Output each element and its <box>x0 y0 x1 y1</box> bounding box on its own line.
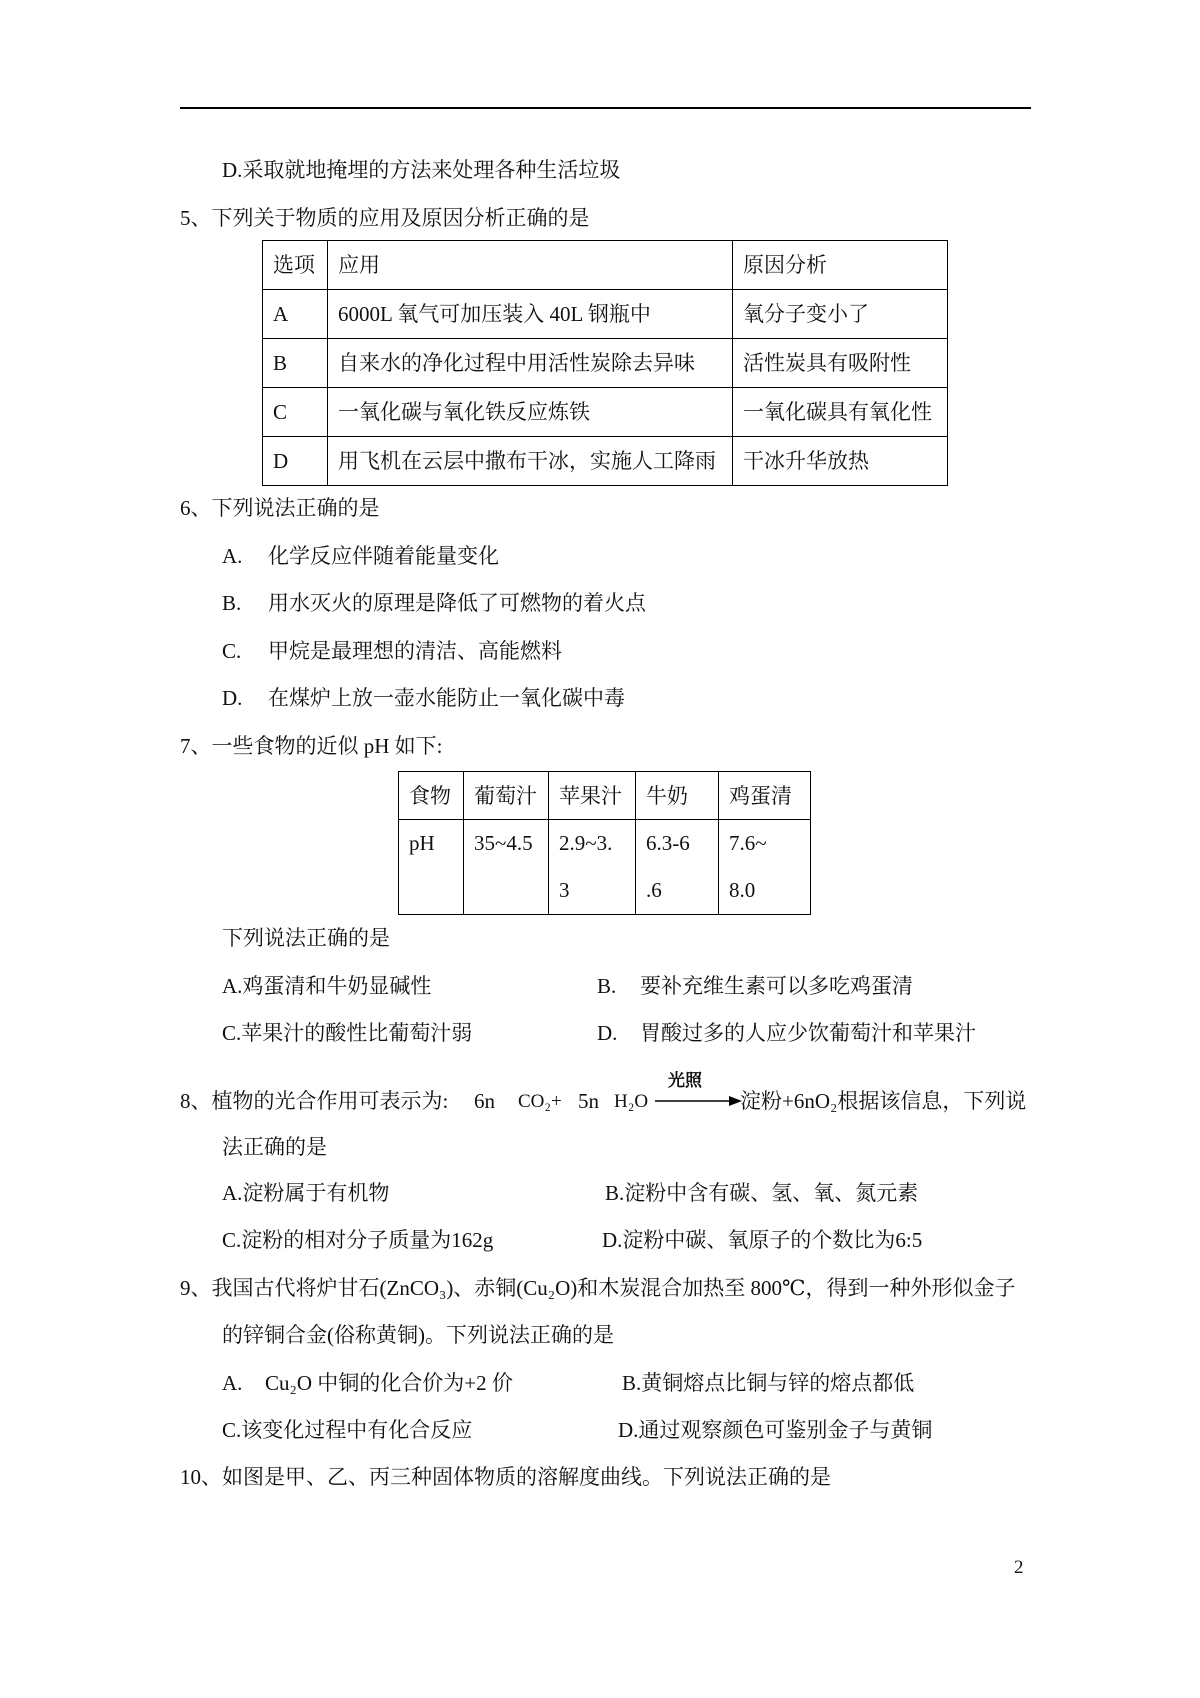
q6-option-c <box>222 638 562 664</box>
option-text: 用水灭火的原理是降低了可燃物的着火点 <box>268 591 646 615</box>
table-header-cell: 原因分析 <box>733 241 948 290</box>
option-label: B. <box>597 974 617 998</box>
option-label: A. <box>222 544 243 568</box>
option-text: 淀粉中含有碳、氢、氧、氮元素 <box>624 1181 919 1205</box>
q8-option-c <box>222 1227 493 1253</box>
table-cell: 2.9~3. 3 <box>549 820 636 915</box>
table-header-cell: 牛奶 <box>636 772 719 820</box>
option-text: 通过观察颜色可鉴别金子与黄铜 <box>638 1418 933 1442</box>
reaction-condition: 光照 <box>668 1071 702 1090</box>
option-text: 该变化过程中有化合反应 <box>241 1418 473 1442</box>
option-label: C. <box>222 1228 242 1252</box>
option-text: Cu₂O 中铜的化合价为+2 价 <box>265 1371 513 1395</box>
q8-stem-line2: 法正确的是 <box>222 1135 327 1159</box>
q8-option-b <box>605 1180 918 1206</box>
table-header-cell: 鸡蛋清 <box>719 772 811 820</box>
q4-option-d <box>222 157 620 183</box>
q5-table <box>262 240 948 486</box>
q8-reactant-1: CO₂+ <box>518 1091 562 1112</box>
option-text: 黄铜熔点比铜与锌的熔点都低 <box>641 1371 915 1395</box>
q6-option-a <box>222 543 499 569</box>
q9-stem-line1: 9、我国古代将炉甘石(ZnCO₃)、赤铜(Cu₂O)和木炭混合加热至 800℃，得到一种外形似金子 <box>180 1276 1016 1300</box>
option-label: B. <box>605 1181 625 1205</box>
q8-stem-tail <box>740 1088 1026 1114</box>
table-row <box>263 388 948 437</box>
option-label: B. <box>622 1371 642 1395</box>
option-text: 淀粉中碳、氧原子的个数比为6:5 <box>622 1228 923 1252</box>
option-label: A. <box>222 1181 243 1205</box>
option-text: 采取就地掩埋的方法来处理各种生活垃圾 <box>242 158 621 182</box>
header-rule <box>180 107 1031 109</box>
table-header-cell: 食物 <box>399 772 464 820</box>
option-text: 甲烷是最理想的清洁、高能燃料 <box>268 639 562 663</box>
table-cell: 自来水的净化过程中用活性炭除去异味 <box>328 339 733 388</box>
q9-option-c <box>222 1417 472 1443</box>
table-header-row <box>263 241 948 290</box>
q10-stem: 10、如图是甲、乙、丙三种固体物质的溶解度曲线。下列说法正确的是 <box>180 1465 831 1489</box>
option-label: B. <box>222 591 242 615</box>
option-text: 要补充维生素可以多吃鸡蛋清 <box>640 974 913 998</box>
table-row <box>263 339 948 388</box>
table-cell: C <box>263 388 328 437</box>
table-cell: 7.6~ 8.0 <box>719 820 811 915</box>
q6-option-b <box>222 590 646 616</box>
option-label: C. <box>222 1021 242 1045</box>
table-cell: 干冰升华放热 <box>733 437 948 486</box>
q7-option-d <box>597 1020 976 1046</box>
table-cell: 氧分子变小了 <box>733 290 948 339</box>
option-text: 化学反应伴随着能量变化 <box>268 544 499 568</box>
option-text: 淀粉的相对分子质量为162g <box>241 1228 494 1252</box>
option-text: 鸡蛋清和牛奶显碱性 <box>242 974 432 998</box>
q8-stem: 8、植物的光合作用可表示为: <box>180 1089 449 1113</box>
option-text: 苹果汁的酸性比葡萄汁弱 <box>241 1021 473 1045</box>
option-label: C. <box>222 1418 242 1442</box>
q8-option-d <box>602 1227 922 1253</box>
table-cell: A <box>263 290 328 339</box>
reaction-arrow-icon <box>655 1093 743 1109</box>
q8-option-a <box>222 1180 389 1206</box>
q7-option-b <box>597 973 913 999</box>
q7-prompt: 下列说法正确的是 <box>222 926 390 950</box>
q6-stem: 6、下列说法正确的是 <box>180 496 380 520</box>
table-cell: pH <box>399 820 464 915</box>
table-cell: 用飞机在云层中撒布干冰，实施人工降雨 <box>328 437 733 486</box>
table-row <box>263 437 948 486</box>
option-text: 在煤炉上放一壶水能防止一氧化碳中毒 <box>268 686 625 710</box>
table-header-cell: 苹果汁 <box>549 772 636 820</box>
q8-product: 淀粉+6nO₂ <box>740 1089 838 1113</box>
table-cell: 6.3-6 .6 <box>636 820 719 915</box>
q7-option-a <box>222 973 431 999</box>
table-cell: 活性炭具有吸附性 <box>733 339 948 388</box>
q7-ph-table <box>398 771 811 915</box>
table-header-row <box>399 772 811 820</box>
option-text: 胃酸过多的人应少饮葡萄汁和苹果汁 <box>640 1021 976 1045</box>
option-label: D. <box>222 158 243 182</box>
q9-option-a <box>222 1370 513 1396</box>
table-cell: B <box>263 339 328 388</box>
table-cell: 一氧化碳与氧化铁反应炼铁 <box>328 388 733 437</box>
table-cell: 6000L 氧气可加压装入 40L 钢瓶中 <box>328 290 733 339</box>
q6-option-d <box>222 685 625 711</box>
page-number: 2 <box>1014 1557 1024 1578</box>
q9-stem-line2: 的锌铜合金(俗称黄铜)。下列说法正确的是 <box>222 1323 614 1347</box>
option-label: D. <box>618 1418 639 1442</box>
q8-reactant-2: H₂O <box>614 1091 649 1112</box>
table-row <box>399 820 811 915</box>
q8-coef-1: 6n <box>474 1089 495 1113</box>
q8-coef-2: 5n <box>578 1089 599 1113</box>
option-label: D. <box>222 686 243 710</box>
option-label: A. <box>222 974 243 998</box>
q8-stem-tail-text: 根据该信息，下列说 <box>837 1089 1027 1113</box>
option-label: D. <box>602 1228 623 1252</box>
q5-stem: 5、下列关于物质的应用及原因分析正确的是 <box>180 206 590 230</box>
table-cell: D <box>263 437 328 486</box>
q9-option-d <box>618 1417 932 1443</box>
option-label: C. <box>222 639 242 663</box>
option-label: A. <box>222 1371 243 1395</box>
table-header-cell: 应用 <box>328 241 733 290</box>
q7-option-c <box>222 1020 472 1046</box>
table-cell: 35~4.5 <box>464 820 549 915</box>
table-header-cell: 葡萄汁 <box>464 772 549 820</box>
table-row <box>263 290 948 339</box>
table-cell: 一氧化碳具有氧化性 <box>733 388 948 437</box>
q9-option-b <box>622 1370 914 1396</box>
table-header-cell: 选项 <box>263 241 328 290</box>
q7-stem: 7、一些食物的近似 pH 如下: <box>180 734 443 758</box>
option-text: 淀粉属于有机物 <box>242 1181 390 1205</box>
option-label: D. <box>597 1021 618 1045</box>
